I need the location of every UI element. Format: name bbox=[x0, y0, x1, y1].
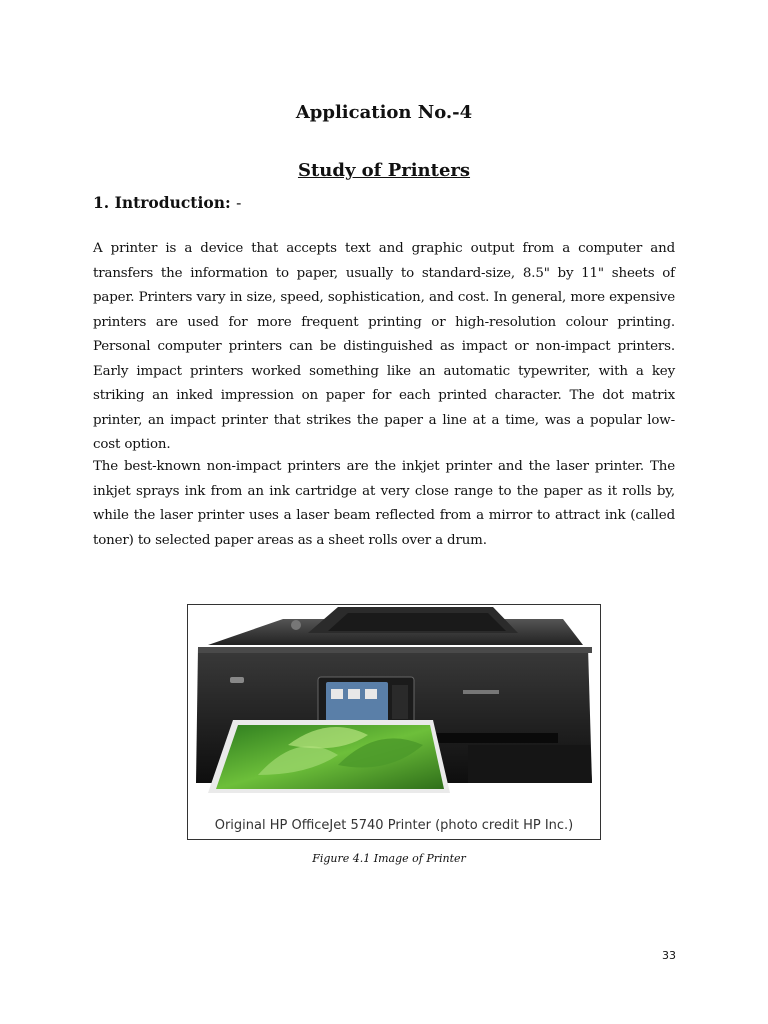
intro-paragraph-2: The best-known non-impact printers are the inkjet printer and the laser printer. The inkjet sprays ink from an ink cartridge at very close range to the paper as it rolls by, while the laser printer uses a laser beam reflected from a mirror to attract ink (called toner) to selected paper areas as a sheet rolls over a drum. bbox=[93, 459, 675, 548]
printer-image bbox=[188, 605, 600, 815]
printer-figure bbox=[187, 604, 601, 840]
intro-heading-dash: - bbox=[236, 194, 242, 212]
intro-paragraph-1: A printer is a device that accepts text and graphic output from a computer and transfers the information to paper, usually to standard-size, 8.5" by 11" sheets of paper. Printers vary in size, speed, sophistication, and cost. In general, more expensive printers are used for more frequent printing or high-resolution colour printing. Personal computer printers can be distinguished as impact or non-impact printers. Early impact printers worked something like an automatic typewriter, with a key striking an inked impression on paper for each printed character. The dot matrix printer, an impact printer that strikes the paper a line at a time, was a popular low-cost option. bbox=[93, 241, 675, 452]
section-title: Study of Printers bbox=[297, 160, 471, 181]
photo-credit: Original HP OfficeJet 5740 Printer (photo credit HP Inc.) bbox=[214, 818, 574, 833]
intro-heading bbox=[93, 193, 241, 212]
figure-caption: Figure 4.1 Image of Printer bbox=[312, 852, 466, 865]
page-number: 33 bbox=[662, 949, 676, 962]
page-title: Application No.-4 bbox=[295, 102, 473, 123]
intro-heading-text: 1. Introduction: bbox=[93, 193, 231, 212]
